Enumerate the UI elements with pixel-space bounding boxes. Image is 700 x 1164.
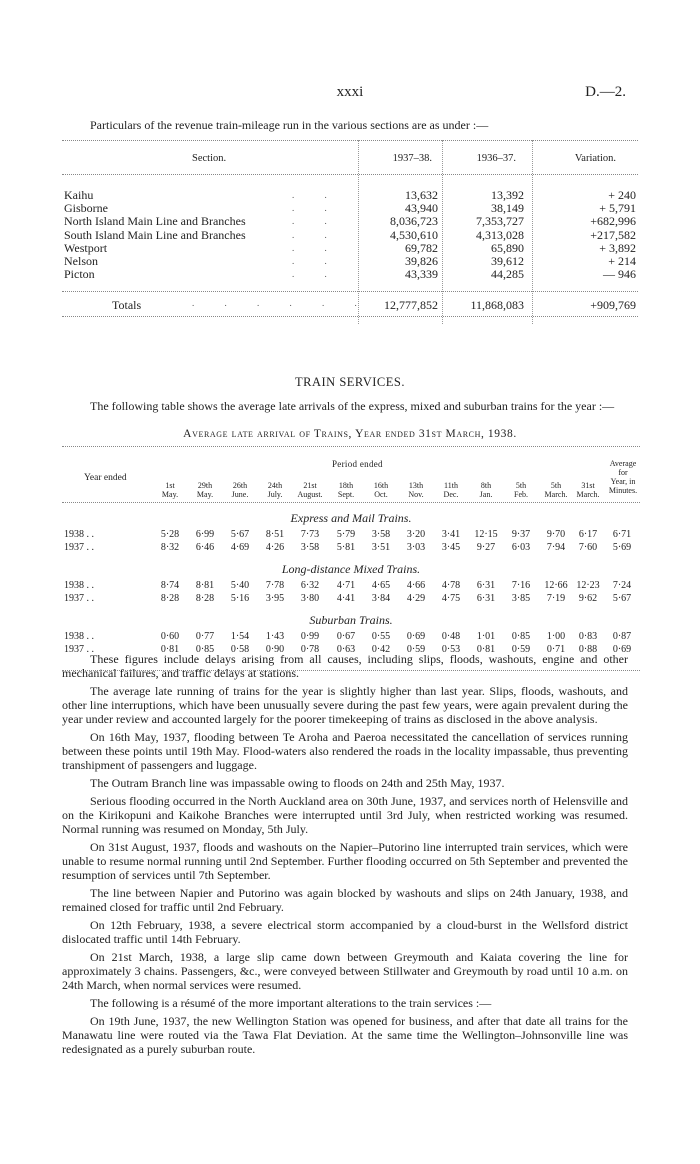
period-value: 0·81 xyxy=(476,643,496,655)
leader-dots: . . xyxy=(292,242,341,253)
period-value: 4·78 xyxy=(441,580,461,591)
period-value: 0·67 xyxy=(336,631,356,642)
period-value: 9·37 xyxy=(511,529,531,540)
value-1937-38: 43,940 xyxy=(405,201,438,216)
period-value: 3·51 xyxy=(371,541,391,553)
period-header xyxy=(570,481,606,499)
totals-label: Totals xyxy=(112,298,142,313)
period-value: 7·94 xyxy=(546,541,566,553)
row-year: 1938 . . xyxy=(64,529,94,540)
late-arrivals-table xyxy=(62,446,640,671)
period-value: 7·78 xyxy=(265,580,285,591)
period-value: 6·32 xyxy=(300,580,320,591)
mileage-row xyxy=(62,242,638,255)
value-1936-37: 65,890 xyxy=(491,240,524,255)
period-value: 9·27 xyxy=(476,541,496,553)
value-variation: — 946 xyxy=(603,267,636,282)
period-header-line: Sept. xyxy=(337,490,355,499)
period-value: 1·54 xyxy=(230,631,250,642)
period-value: 6·03 xyxy=(511,541,531,553)
period-header xyxy=(187,481,223,499)
period-header-line: 5th xyxy=(550,481,562,490)
period-header xyxy=(292,481,328,499)
period-value: 6·46 xyxy=(195,541,215,553)
period-value: 0·53 xyxy=(441,643,461,655)
period-value: 1·00 xyxy=(546,631,566,642)
period-value: 5·28 xyxy=(160,529,180,540)
body-paragraph: The following is a résumé of the more important alterations to the train services :— xyxy=(90,996,492,1010)
period-header xyxy=(222,481,258,499)
period-value: 4·71 xyxy=(336,580,356,591)
period-header xyxy=(433,481,469,499)
period-header-line: March. xyxy=(576,490,600,499)
section-name: South Island Main Line and Branches xyxy=(64,227,246,242)
body-paragraph: On 16th May, 1937, flooding between Te Aroha and Paeroa necessitated the cancellation of services running between these points until 19th May. Flood-waters also rendered the roads in the locality impassable, thus preventing transhipment of passengers and luggage. xyxy=(62,730,628,772)
period-value: 0·58 xyxy=(230,643,250,655)
row-year: 1937 . . xyxy=(64,541,94,553)
period-header-line: 29th xyxy=(197,481,213,490)
period-value: 0·78 xyxy=(300,643,320,655)
table-intro-paragraph: The following table shows the average late arrivals of the express, mixed and suburban trains for the year :— xyxy=(90,399,615,413)
value-1936-37: 4,313,028 xyxy=(476,227,524,242)
value-1936-37: 38,149 xyxy=(491,201,524,216)
period-value: 3·84 xyxy=(371,592,391,604)
period-value: 8·74 xyxy=(160,580,180,591)
period-header xyxy=(538,481,574,499)
average-header-line: Minutes. xyxy=(608,486,638,495)
value-variation: +682,996 xyxy=(590,214,636,229)
period-value: 6·17 xyxy=(578,529,598,540)
value-1937-38: 13,632 xyxy=(405,188,438,202)
period-value: 3·41 xyxy=(441,529,461,540)
period-header-line: July. xyxy=(267,490,283,499)
train-type-heading: Express and Mail Trains. xyxy=(290,511,412,525)
period-value: 8·51 xyxy=(265,529,285,540)
row-year: 1938 . . xyxy=(64,580,94,591)
section-name: Nelson xyxy=(64,253,98,268)
body-paragraph: Serious flooding occurred in the North Auckland area on 30th June, 1937, and services north of Helensville and on the Kirikopuni and Kaikohe Branches were interrupted until 3rd July, when restricted working was resumed. Normal running was resumed on Monday, 5th July. xyxy=(62,794,628,836)
mileage-intro: Particulars of the revenue train-mileage run in the various sections are as under :— xyxy=(90,118,489,132)
row-year: 1938 . . xyxy=(64,631,94,642)
period-value: 0·60 xyxy=(160,631,180,642)
leader-dots: . . xyxy=(292,190,341,200)
col-1936-37: 1936–37. xyxy=(476,153,516,164)
period-value: 12·23 xyxy=(576,580,600,591)
table-caption: Average late arrival of Trains, Year ended 31st March, 1938. xyxy=(183,428,517,440)
section-name: Gisborne xyxy=(64,201,108,216)
period-header-line: 16th xyxy=(373,481,389,490)
late-arrivals-row xyxy=(62,593,640,606)
period-header xyxy=(152,481,188,499)
period-value: 6·31 xyxy=(476,592,496,604)
train-type-heading: Suburban Trains. xyxy=(309,613,393,627)
period-header-line: 11th xyxy=(444,481,458,490)
period-value: 12·15 xyxy=(474,529,498,540)
row-year: 1937 . . xyxy=(64,592,94,604)
period-value: 0·88 xyxy=(578,643,598,655)
leader-dots: . . xyxy=(292,269,341,280)
value-1937-38: 69,782 xyxy=(405,240,438,255)
period-header-line: August. xyxy=(297,490,323,499)
value-1936-37: 7,353,727 xyxy=(476,214,524,229)
period-header xyxy=(503,481,539,499)
period-header xyxy=(398,481,434,499)
period-header-line: Nov. xyxy=(408,490,424,499)
value-1937-38: 43,339 xyxy=(405,267,438,282)
period-header-line: 31st xyxy=(581,481,595,490)
period-header-line: 21st xyxy=(303,481,317,490)
period-value: 3·45 xyxy=(441,541,461,553)
period-header-line: Oct. xyxy=(374,490,388,499)
totals-1936-37: 11,868,083 xyxy=(470,298,524,313)
period-header-line: 8th xyxy=(480,481,492,490)
period-header xyxy=(363,481,399,499)
period-header-line: 26th xyxy=(232,481,248,490)
period-value: 6·99 xyxy=(195,529,215,540)
period-value: 0·59 xyxy=(406,643,426,655)
late-arrivals-row xyxy=(62,631,640,644)
period-value: 1·01 xyxy=(476,631,496,642)
period-header-line: May. xyxy=(196,490,214,499)
period-value: 1·43 xyxy=(265,631,285,642)
col-section: Section. xyxy=(192,153,227,164)
period-header-line: 24th xyxy=(267,481,283,490)
period-value: 3·03 xyxy=(406,541,426,553)
average-value: 6·71 xyxy=(612,529,632,540)
period-value: 0·81 xyxy=(160,643,180,655)
row-year: 1937 . . xyxy=(64,643,94,655)
period-header-line: 18th xyxy=(338,481,354,490)
period-header-line: 5th xyxy=(515,481,527,490)
train-type-heading: Long-distance Mixed Trains. xyxy=(281,562,421,576)
value-variation: + 5,791 xyxy=(599,201,636,216)
leader-dots: . . xyxy=(292,229,341,240)
period-header-line: Feb. xyxy=(514,490,528,499)
section-title: TRAIN SERVICES. xyxy=(295,375,405,389)
period-value: 5·40 xyxy=(230,580,250,591)
mileage-row xyxy=(62,268,638,281)
value-1936-37: 13,392 xyxy=(491,188,524,202)
period-header xyxy=(468,481,504,499)
section-name: Kaihu xyxy=(64,188,94,202)
period-value: 7·19 xyxy=(546,592,566,604)
period-value: 3·20 xyxy=(406,529,426,540)
period-value: 4·75 xyxy=(441,592,461,604)
period-header-line: March. xyxy=(544,490,568,499)
period-value: 9·62 xyxy=(578,592,598,604)
late-arrivals-row xyxy=(62,529,640,542)
leader-dots: . . xyxy=(292,216,341,227)
period-value: 5·79 xyxy=(336,529,356,540)
average-value: 5·67 xyxy=(612,592,632,604)
period-value: 5·16 xyxy=(230,592,250,604)
period-value: 4·26 xyxy=(265,541,285,553)
period-value: 0·71 xyxy=(546,643,566,655)
body-paragraph: These figures include delays arising from all causes, including slips, floods, washouts, engine and other mechanical failures, and traffic delays at stations. xyxy=(62,652,628,680)
period-value: 0·59 xyxy=(511,643,531,655)
period-value: 8·81 xyxy=(195,580,215,591)
late-arrivals-row xyxy=(62,542,640,555)
average-value: 0·69 xyxy=(612,643,632,655)
period-value: 3·80 xyxy=(300,592,320,604)
period-value: 8·28 xyxy=(160,592,180,604)
body-paragraph: The Outram Branch line was impassable owing to floods on 24th and 25th May, 1937. xyxy=(90,776,505,790)
period-header-line: June. xyxy=(231,490,249,499)
period-value: 5·67 xyxy=(230,529,250,540)
period-value: 9·70 xyxy=(546,529,566,540)
mileage-table-header xyxy=(62,141,638,175)
totals-1937-38: 12,777,852 xyxy=(384,298,438,313)
period-header-line: 1st xyxy=(165,481,175,490)
value-1936-37: 44,285 xyxy=(491,267,524,282)
value-1937-38: 8,036,723 xyxy=(390,214,438,229)
mileage-row xyxy=(62,189,638,202)
average-header-line: Year, in xyxy=(610,477,636,486)
period-value: 0·69 xyxy=(406,631,426,642)
late-arrivals-row xyxy=(62,580,640,593)
mileage-row xyxy=(62,215,638,228)
period-value: 0·83 xyxy=(578,631,598,642)
period-value: 7·60 xyxy=(578,541,598,553)
value-variation: +217,582 xyxy=(590,227,636,242)
mileage-row xyxy=(62,255,638,268)
period-value: 3·95 xyxy=(265,592,285,604)
totals-variation: +909,769 xyxy=(590,298,636,313)
period-value: 12·66 xyxy=(544,580,568,591)
body-paragraph: On 19th June, 1937, the new Wellington Station was opened for business, and after that date all trains for the Manawatu line were routed via the Tawa Flat Deviation. At the same time the Wellington–Johnsonville line was redesignated as a purely suburban route. xyxy=(62,1014,628,1056)
body-paragraph: The line between Napier and Putorino was again blocked by washouts and slips on 24th January, 1938, and remained closed for traffic until 2nd February. xyxy=(62,886,628,914)
period-value: 5·81 xyxy=(336,541,356,553)
period-value: 0·77 xyxy=(195,631,215,642)
period-value: 0·90 xyxy=(265,643,285,655)
period-value: 6·31 xyxy=(476,580,496,591)
body-text xyxy=(62,652,628,1060)
late-arrivals-header xyxy=(62,447,640,503)
body-paragraph: On 12th February, 1938, a severe electrical storm accompanied by a cloud-burst in the Wellsford district dislocated traffic until 14th February. xyxy=(62,918,628,946)
value-1936-37: 39,612 xyxy=(491,253,524,268)
period-value: 8·28 xyxy=(195,592,215,604)
period-value: 0·63 xyxy=(336,643,356,655)
period-value: 0·48 xyxy=(441,631,461,642)
average-value: 7·24 xyxy=(612,580,632,591)
year-ended-label: Year ended xyxy=(84,473,127,483)
period-value: 0·42 xyxy=(371,643,391,655)
period-ended-label: Period ended xyxy=(332,459,383,469)
period-value: 4·29 xyxy=(406,592,426,604)
period-value: 0·85 xyxy=(511,631,531,642)
average-value: 5·69 xyxy=(612,541,632,553)
body-paragraph: On 21st March, 1938, a large slip came down between Greymouth and Kaiata covering the line for approximately 3 chains. Passengers, &c., were conveyed between Stillwater and Greymouth by road until 10 a.m. on 24th March, when normal services were resumed. xyxy=(62,950,628,992)
period-value: 3·58 xyxy=(300,541,320,553)
body-paragraph: On 31st August, 1937, floods and washouts on the Napier–Putorino line interrupted train services, which were unable to resume normal running until 2nd September. Further flooding occurred on 5th September and prevented the resumption of services until 7th September. xyxy=(62,840,628,882)
page-number: xxxi xyxy=(336,84,364,100)
average-column-header xyxy=(604,459,642,495)
col-1937-38: 1937–38. xyxy=(392,153,432,164)
period-header xyxy=(328,481,364,499)
value-variation: + 240 xyxy=(608,188,636,202)
average-value: 0·87 xyxy=(612,631,632,642)
period-value: 4·69 xyxy=(230,541,250,553)
period-value: 7·73 xyxy=(300,529,320,540)
period-value: 4·65 xyxy=(371,580,391,591)
value-variation: + 214 xyxy=(608,253,636,268)
section-name: North Island Main Line and Branches xyxy=(64,214,246,229)
mileage-totals-row: Totals . . . . . . 12,777,852 11,868,083 +909,769 xyxy=(62,291,638,317)
period-header-line: Dec. xyxy=(443,490,459,499)
period-value: 0·55 xyxy=(371,631,391,642)
value-1937-38: 4,530,610 xyxy=(390,227,438,242)
period-value: 3·85 xyxy=(511,592,531,604)
period-header-line: 13th xyxy=(408,481,424,490)
document-reference: D.—2. xyxy=(585,84,626,100)
period-header-line: May. xyxy=(161,490,179,499)
body-paragraph: The average late running of trains for the year is slightly higher than last year. Slips, floods, washouts, and other line interruptions, which have been unusually severe during the past few years, were again prevalent during the year under review and accounted largely for the poorer timekeeping of trains as disclosed in the above analysis. xyxy=(62,684,628,726)
value-1937-38: 39,826 xyxy=(405,253,438,268)
period-value: 0·99 xyxy=(300,631,320,642)
average-header-line: Average xyxy=(609,459,637,468)
period-value: 4·41 xyxy=(336,592,356,604)
mileage-row xyxy=(62,229,638,242)
value-variation: + 3,892 xyxy=(599,240,636,255)
leader-dots: . . xyxy=(292,255,341,266)
period-header-line: Jan. xyxy=(479,490,493,499)
leader-dots: . . xyxy=(292,203,341,214)
period-value: 8·32 xyxy=(160,541,180,553)
period-header xyxy=(257,481,293,499)
period-value: 7·16 xyxy=(511,580,531,591)
period-value: 0·85 xyxy=(195,643,215,655)
mileage-table xyxy=(62,140,638,317)
col-variation: Variation. xyxy=(574,153,616,164)
average-header-line: for xyxy=(618,468,628,477)
section-name: Westport xyxy=(64,240,108,255)
period-value: 3·58 xyxy=(371,529,391,540)
section-name: Picton xyxy=(64,267,95,282)
period-value: 4·66 xyxy=(406,580,426,591)
